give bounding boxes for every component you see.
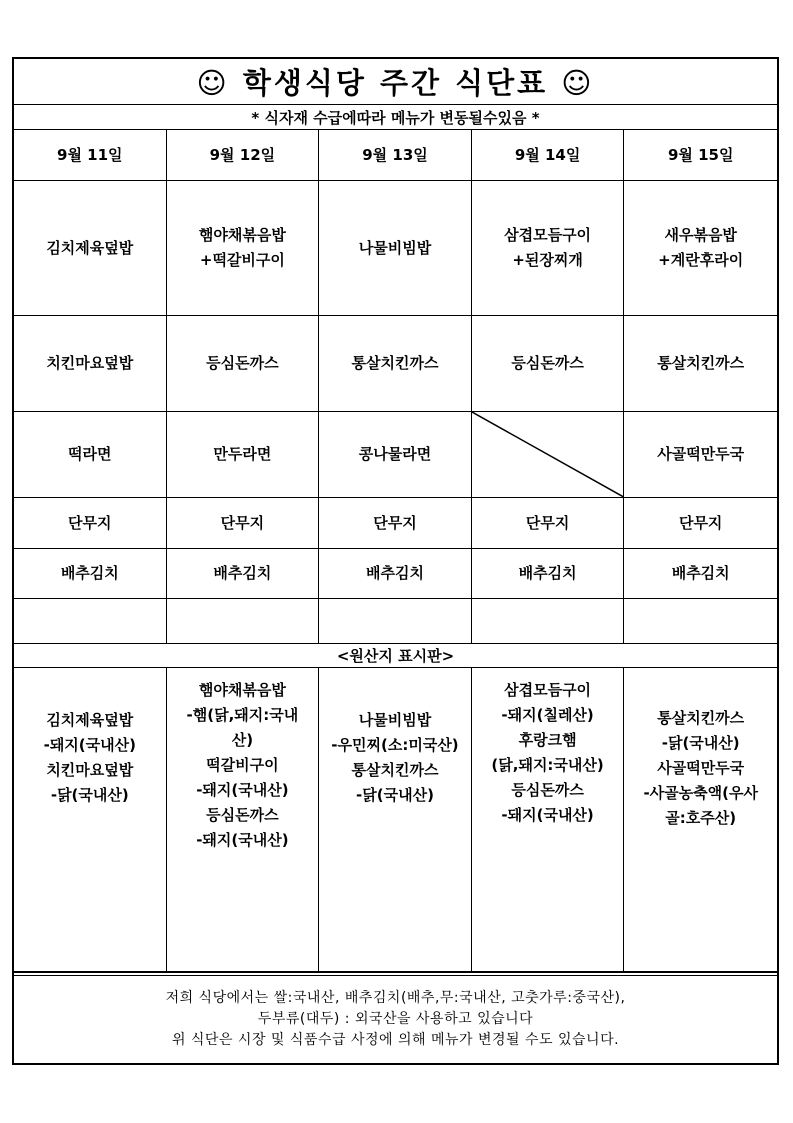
menu-cell: 치킨마요덮밥 bbox=[14, 316, 167, 412]
origin-line: 삼겹모듬구이 bbox=[504, 681, 592, 699]
footer-line: 두부류(대두) : 외국산을 사용하고 있습니다 bbox=[257, 1011, 534, 1027]
menu-cell bbox=[167, 181, 320, 316]
menu-line: 햄야채볶음밥 bbox=[198, 226, 286, 244]
date-cell: 9월 15일 bbox=[624, 130, 777, 181]
date-cell: 9월 11일 bbox=[14, 130, 167, 181]
empty-cell bbox=[472, 599, 625, 644]
origin-title: <원산지 표시판> bbox=[14, 644, 777, 668]
menu-cell bbox=[14, 181, 167, 316]
menu-row-noodle bbox=[14, 412, 777, 498]
origin-row bbox=[14, 668, 777, 972]
menu-line: +된장찌개 bbox=[512, 251, 583, 269]
origin-cell bbox=[14, 668, 167, 972]
menu-cell: 단무지 bbox=[624, 498, 777, 549]
origin-line: -돼지(국내산) bbox=[196, 781, 289, 799]
origin-line: -닭(국내산) bbox=[356, 786, 434, 804]
menu-row-cutlet bbox=[14, 316, 777, 412]
origin-line: -햄(닭,돼지:국내 bbox=[186, 706, 299, 724]
menu-cell: 단무지 bbox=[319, 498, 472, 549]
origin-line: 통살치킨까스 bbox=[351, 761, 439, 779]
menu-cell: 배추김치 bbox=[167, 549, 320, 599]
menu-cell bbox=[472, 181, 625, 316]
empty-cell bbox=[167, 599, 320, 644]
origin-line: 떡갈비구이 bbox=[206, 756, 279, 774]
origin-line: 등심돈까스 bbox=[511, 781, 584, 799]
origin-line: -닭(국내산) bbox=[50, 786, 129, 804]
menu-row-main bbox=[14, 181, 777, 316]
origin-line: -닭(국내산) bbox=[661, 734, 740, 752]
menu-row-empty bbox=[14, 599, 777, 644]
date-header-row bbox=[14, 130, 777, 181]
origin-line: 등심돈까스 bbox=[206, 806, 279, 824]
menu-row-side1 bbox=[14, 498, 777, 549]
origin-cell bbox=[624, 668, 777, 972]
menu-cell: 단무지 bbox=[14, 498, 167, 549]
origin-cell bbox=[167, 668, 320, 972]
date-cell: 9월 14일 bbox=[472, 130, 625, 181]
empty-cell bbox=[624, 599, 777, 644]
empty-slash-cell bbox=[472, 412, 625, 498]
menu-cell: 통살치킨까스 bbox=[624, 316, 777, 412]
menu-cell bbox=[319, 181, 472, 316]
menu-cell: 콩나물라면 bbox=[319, 412, 472, 498]
menu-line: +떡갈비구이 bbox=[199, 251, 285, 269]
origin-line: -우민찌(소:미국산) bbox=[331, 736, 459, 754]
menu-cell: 단무지 bbox=[472, 498, 625, 549]
page-title: ☺ 학생식당 주간 식단표 ☺ bbox=[14, 59, 777, 105]
origin-line: -돼지(국내산) bbox=[196, 831, 289, 849]
menu-cell: 배추김치 bbox=[319, 549, 472, 599]
origin-line: -돼지(국내산) bbox=[43, 736, 136, 754]
empty-cell bbox=[14, 599, 167, 644]
date-cell: 9월 13일 bbox=[319, 130, 472, 181]
menu-cell: 사골떡만두국 bbox=[624, 412, 777, 498]
origin-cell bbox=[319, 668, 472, 972]
menu-line: 새우볶음밥 bbox=[664, 226, 737, 244]
menu-sheet bbox=[12, 57, 779, 1065]
origin-line: 후랑크햄 bbox=[518, 731, 577, 749]
origin-line: 나물비빔밥 bbox=[358, 711, 432, 729]
menu-line: 김치제육덮밥 bbox=[46, 238, 134, 257]
menu-cell: 통살치킨까스 bbox=[319, 316, 472, 412]
supply-notice: * 식자재 수급에따라 메뉴가 변동될수있음 * bbox=[14, 105, 777, 130]
origin-line: 산) bbox=[231, 731, 254, 749]
diagonal-slash bbox=[472, 412, 624, 497]
origin-line: 골:호주산) bbox=[665, 809, 737, 827]
menu-row-side2 bbox=[14, 549, 777, 599]
origin-line: -돼지(국내산) bbox=[501, 806, 594, 824]
menu-cell: 등심돈까스 bbox=[167, 316, 320, 412]
menu-cell: 떡라면 bbox=[14, 412, 167, 498]
date-cell: 9월 12일 bbox=[167, 130, 320, 181]
menu-line: 삼겹모듬구이 bbox=[504, 226, 592, 244]
origin-line: 햄야채볶음밥 bbox=[198, 681, 286, 699]
menu-cell bbox=[624, 181, 777, 316]
footer-line: 위 식단은 시장 및 식품수급 사정에 의해 메뉴가 변경될 수도 있습니다. bbox=[171, 1032, 620, 1048]
menu-cell: 배추김치 bbox=[472, 549, 625, 599]
menu-cell: 등심돈까스 bbox=[472, 316, 625, 412]
origin-line: -돼지(칠레산) bbox=[501, 706, 594, 724]
origin-line: -사골농축액(우사 bbox=[643, 784, 758, 802]
menu-cell: 배추김치 bbox=[14, 549, 167, 599]
origin-line: 치킨마요덮밥 bbox=[46, 761, 134, 779]
menu-line: +계란후라이 bbox=[658, 251, 744, 269]
empty-cell bbox=[319, 599, 472, 644]
origin-line: 사골떡만두국 bbox=[657, 759, 745, 777]
menu-cell: 단무지 bbox=[167, 498, 320, 549]
origin-line: (닭,돼지:국내산) bbox=[491, 756, 604, 774]
menu-cell: 배추김치 bbox=[624, 549, 777, 599]
menu-line: 나물비빔밥 bbox=[358, 238, 432, 257]
origin-line: 김치제육덮밥 bbox=[46, 711, 134, 729]
menu-cell: 만두라면 bbox=[167, 412, 320, 498]
origin-line: 통살치킨까스 bbox=[657, 709, 745, 727]
footer-line: 저희 식당에서는 쌀:국내산, 배추김치(배추,무:국내산, 고춧가루:중국산), bbox=[165, 990, 626, 1006]
footer-note bbox=[14, 976, 777, 1063]
origin-cell bbox=[472, 668, 625, 972]
